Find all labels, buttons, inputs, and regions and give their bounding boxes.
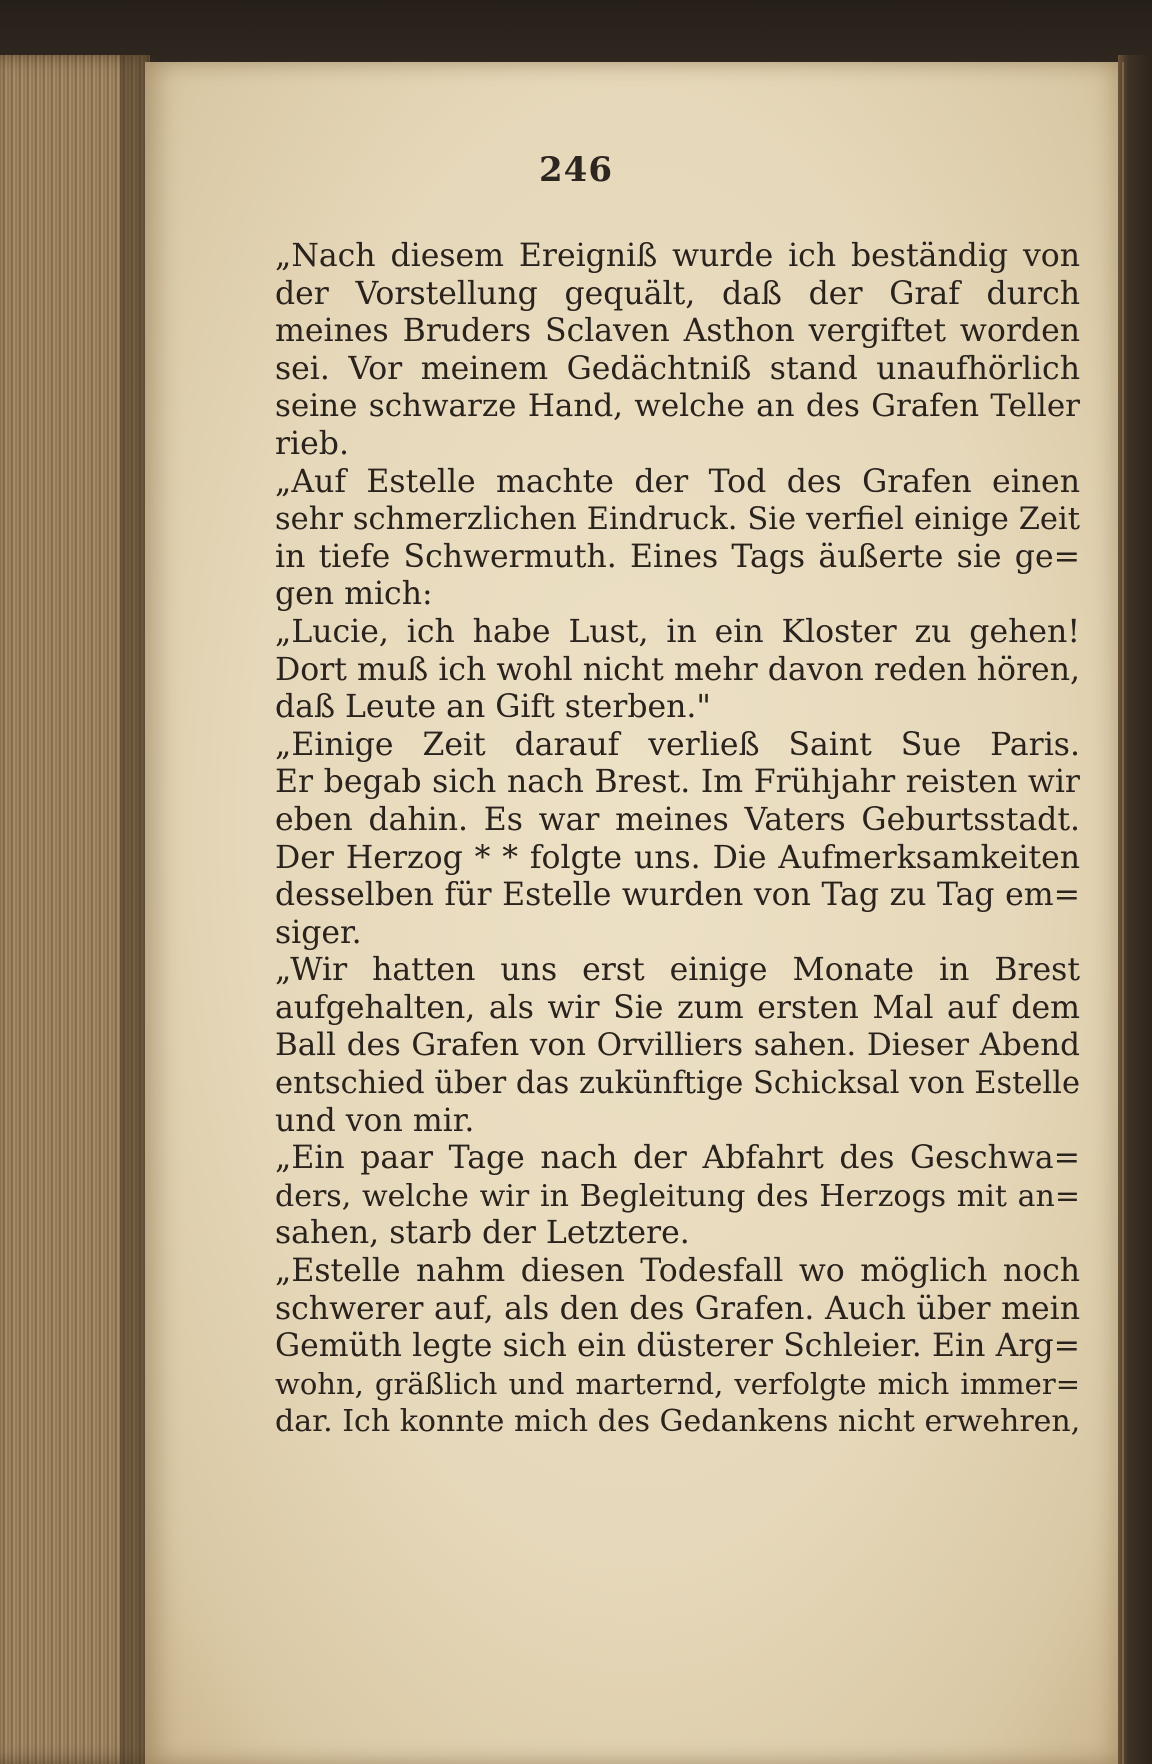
text-line: „Ein paar Tage nach der Abfahrt des Geschwa=: [275, 1140, 1080, 1177]
text-line: „Einige Zeit darauf verließ Saint Sue Paris.: [275, 726, 1080, 763]
text-line: aufgehalten, als wir Sie zum ersten Mal auf dem: [275, 989, 1080, 1026]
text-line: „Lucie, ich habe Lust, in ein Kloster zu gehen!: [275, 613, 1080, 650]
body-text: [275, 238, 1080, 1441]
text-line: der Vorstellung gequält, daß der Graf durch: [275, 275, 1080, 312]
text-line: entschied über das zukünftige Schicksal von Estelle: [275, 1066, 1080, 1102]
text-line: seine schwarze Hand, welche an des Grafen Teller: [275, 388, 1080, 425]
text-line: „Wir hatten uns erst einige Monate in Brest: [275, 952, 1080, 989]
text-line: schwerer auf, als den des Grafen. Auch über mein: [275, 1290, 1080, 1327]
text-line: in tiefe Schwermuth. Eines Tags äußerte sie ge=: [275, 538, 1080, 575]
text-line: Gemüth legte sich ein düsterer Schleier. Ein Arg=: [275, 1328, 1080, 1365]
text-line: meines Bruders Sclaven Asthon vergiftet worden: [275, 313, 1080, 350]
text-line: wohn, gräßlich und marternd, verfolgte mich immer=: [275, 1366, 1080, 1401]
page-number: 246: [539, 150, 613, 190]
text-line: sei. Vor meinem Gedächtniß stand unaufhörlich: [275, 350, 1080, 387]
text-line: siger.: [275, 914, 362, 951]
page-edge-line: [1122, 62, 1124, 1764]
text-line: sahen, starb der Letztere.: [275, 1215, 690, 1252]
text-line: Er begab sich nach Brest. Im Frühjahr reisten wir: [275, 764, 1080, 801]
text-line: eben dahin. Es war meines Vaters Geburtsstadt.: [275, 801, 1080, 838]
text-line: desselben für Estelle wurden von Tag zu Tag em=: [275, 877, 1080, 914]
text-line: gen mich:: [275, 576, 433, 613]
text-line: und von mir.: [275, 1102, 475, 1139]
text-line: Dort muß ich wohl nicht mehr davon reden hören,: [275, 651, 1080, 688]
text-line: Ball des Grafen von Orvilliers sahen. Dieser Abend: [275, 1027, 1080, 1064]
text-line: dar. Ich konnte mich des Gedankens nicht erwehren,: [275, 1404, 1080, 1440]
text-line: ders, welche wir in Begleitung des Herzogs mit an=: [275, 1178, 1080, 1214]
text-line: „Estelle nahm diesen Todesfall wo möglich noch: [275, 1253, 1080, 1290]
text-line: „Auf Estelle machte der Tod des Grafen einen: [275, 463, 1080, 500]
text-line: sehr schmerzlichen Eindruck. Sie verfiel einige Zeit: [275, 502, 1080, 538]
text-line: rieb.: [275, 425, 349, 462]
text-line: daß Leute an Gift sterben.": [275, 689, 711, 726]
text-line: „Nach diesem Ereigniß wurde ich beständig von: [275, 238, 1080, 274]
text-line: Der Herzog * * folgte uns. Die Aufmerksamkeiten: [275, 839, 1080, 876]
